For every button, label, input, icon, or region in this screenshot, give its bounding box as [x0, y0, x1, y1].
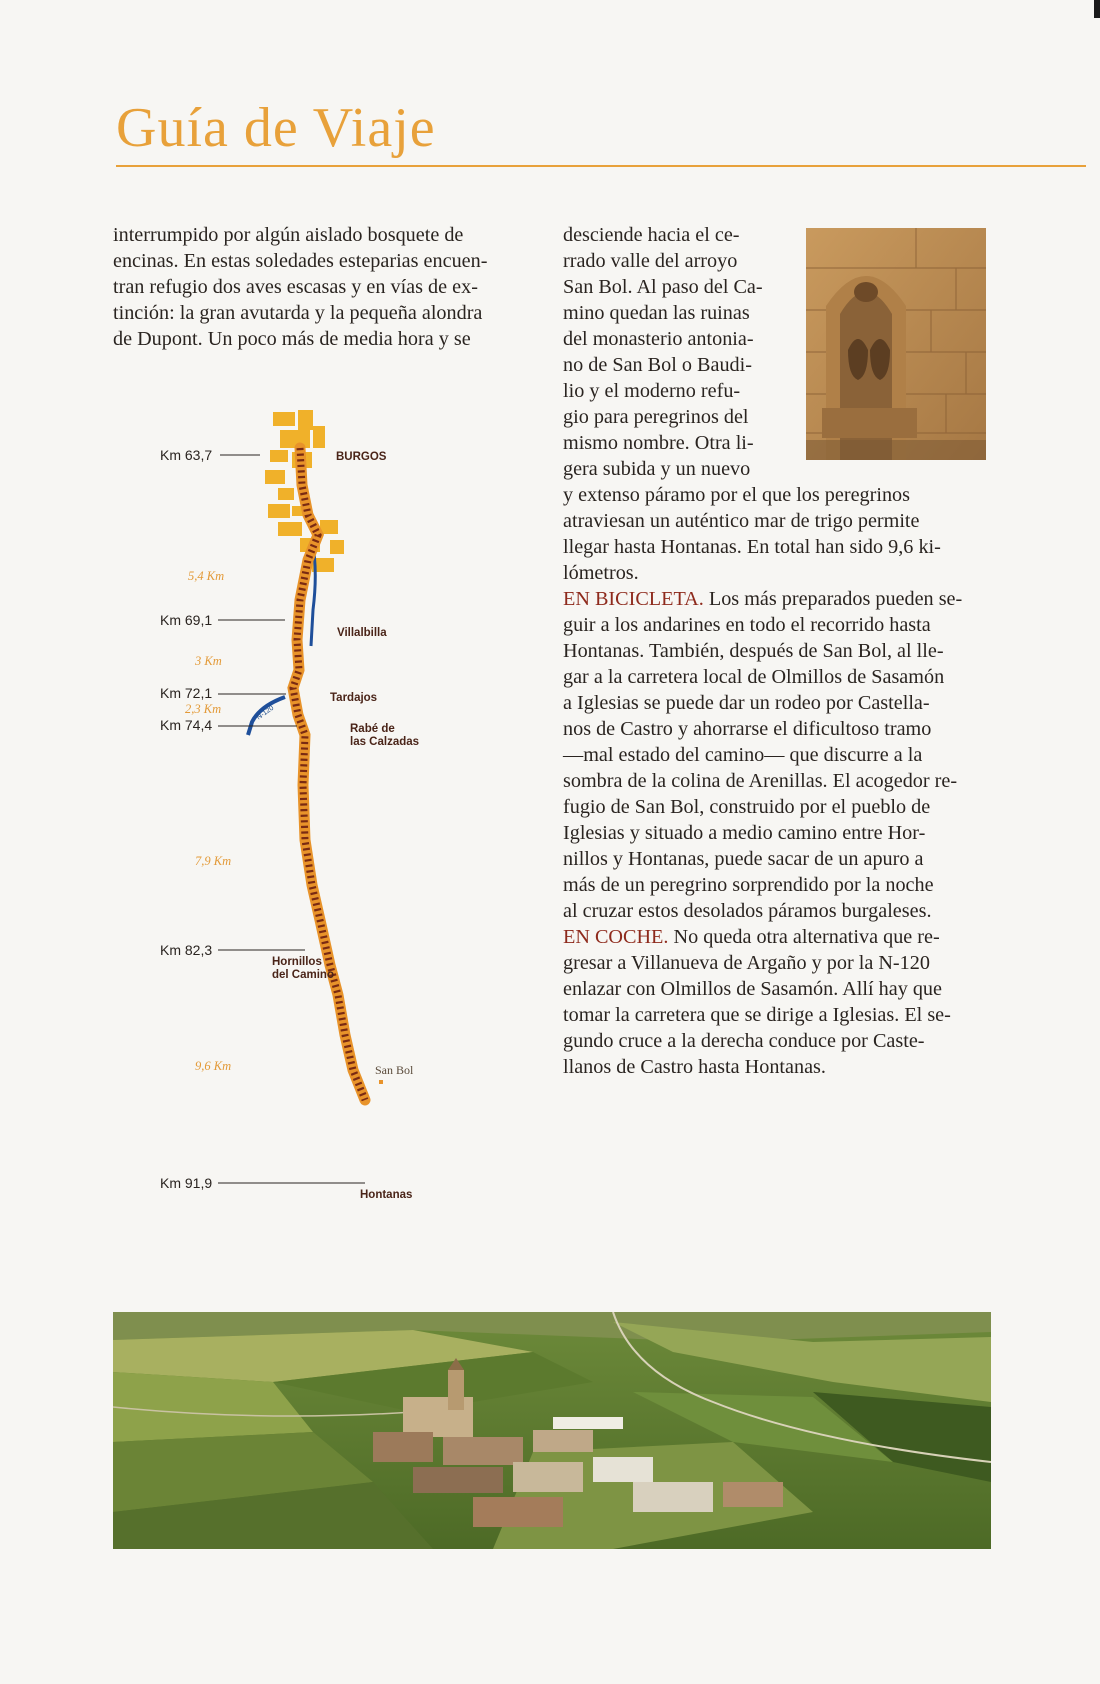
text-line: —mal estado del camino— que discurre a la [563, 744, 923, 766]
town-hornillos: del Camino [272, 969, 334, 981]
segment-distance: 5,4 Km [188, 569, 225, 583]
km-marker: Km 82,3 [160, 942, 213, 958]
text-line: gresar a Villanueva de Argaño y por la N-120 [563, 952, 930, 974]
km-marker: Km 69,1 [160, 612, 213, 628]
text-line: a Iglesias se puede dar un rodeo por Castella- [563, 692, 930, 714]
text-line: lio y el moderno refu- [563, 380, 741, 402]
town-rabe: las Calzadas [350, 736, 420, 748]
segment-distance: 7,9 Km [195, 854, 232, 868]
town-burgos: BURGOS [336, 451, 387, 463]
text-line: lómetros. [563, 562, 639, 584]
km-marker: Km 74,4 [160, 717, 213, 733]
text-line: y extenso páramo por el que los peregrinos [563, 484, 911, 506]
km-marker: Km 91,9 [160, 1175, 213, 1191]
town-rabe: Rabé de [350, 723, 395, 735]
right-column-text [563, 482, 985, 1080]
text-line: mino quedan las ruinas [563, 302, 750, 324]
text-line: del monasterio antonia- [563, 328, 754, 350]
fountain-photo [806, 228, 986, 460]
car-text: No queda otra alternativa que re- [668, 926, 940, 948]
text-line: gera subida y un nuevo [563, 458, 751, 480]
left-column-text [113, 222, 535, 352]
text-line: desciende hacia el ce- [563, 224, 740, 246]
segment-distance: 3 Km [195, 654, 222, 668]
km-marker: Km 63,7 [160, 447, 213, 463]
text-line: encinas. En estas soledades esteparias encuen- [113, 250, 488, 272]
text-line: fugio de San Bol, construido por el pueblo de [563, 796, 931, 818]
town-san-bol: San Bol [375, 1063, 414, 1077]
bicycle-first-line [563, 586, 985, 612]
town-tardajos: Tardajos [330, 692, 378, 704]
car-heading: EN COCHE. [563, 926, 669, 948]
text-line: gio para peregrinos del [563, 406, 749, 428]
text-line: gar a la carretera local de Olmillos de Sasamón [563, 666, 945, 688]
text-line: Iglesias y situado a medio camino entre Hor- [563, 822, 926, 844]
title-rule [116, 165, 1086, 167]
bicycle-text: Los más preparados pueden se- [703, 588, 963, 610]
town-villalbilla: Villalbilla [337, 627, 387, 639]
text-line: al cruzar estos desolados páramos burgaleses. [563, 900, 932, 922]
text-line: mismo nombre. Otra li- [563, 432, 754, 454]
text-line: llanos de Castro hasta Hontanas. [563, 1056, 826, 1078]
bicycle-heading: EN BICICLETA. [563, 588, 704, 610]
text-line: tomar la carretera que se dirige a Iglesias. El se- [563, 1004, 951, 1026]
text-line: San Bol. Al paso del Ca- [563, 276, 763, 298]
text-line: llegar hasta Hontanas. En total han sido 9,6 ki- [563, 536, 941, 558]
right-column-intro-text [563, 222, 783, 482]
text-line: tran refugio dos aves escasas y en vías de ex- [113, 276, 478, 298]
text-line: nillos y Hontanas, puede sacar de un apuro a [563, 848, 924, 870]
segment-distance: 2,3 Km [185, 702, 222, 716]
section-title: Guía de Viaje [116, 97, 436, 159]
segment-distance: 9,6 Km [195, 1059, 232, 1073]
road-label: N-120 [255, 704, 276, 722]
text-line: atraviesan un auténtico mar de trigo permite [563, 510, 920, 532]
text-line: de Dupont. Un poco más de media hora y se [113, 328, 471, 350]
text-line: Hontanas. También, después de San Bol, al lle- [563, 640, 944, 662]
text-line: rrado valle del arroyo [563, 250, 738, 272]
text-line: más de un peregrino sorprendido por la noche [563, 874, 934, 896]
text-line: guir a los andarines en todo el recorrido hasta [563, 614, 931, 636]
text-line: interrumpido por algún aislado bosquete de [113, 224, 464, 246]
san-bol-marker [379, 1080, 383, 1084]
town-hornillos: Hornillos [272, 956, 322, 968]
route-map [160, 410, 450, 1215]
aerial-landscape-photo [113, 1312, 991, 1549]
corner-mark [1094, 0, 1100, 18]
car-first-line [563, 924, 985, 950]
km-marker: Km 72,1 [160, 685, 213, 701]
text-line: tinción: la gran avutarda y la pequeña alondra [113, 302, 483, 324]
text-line: nos de Castro y ahorrarse el dificultoso tramo [563, 718, 932, 740]
town-hontanas: Hontanas [360, 1189, 413, 1201]
text-line: gundo cruce a la derecha conduce por Caste- [563, 1030, 925, 1052]
text-line: enlazar con Olmillos de Sasamón. Allí hay que [563, 978, 942, 1000]
text-line: sombra de la colina de Arenillas. El acogedor re- [563, 770, 958, 792]
text-line: no de San Bol o Baudi- [563, 354, 752, 376]
km-leader-lines [218, 455, 365, 1183]
